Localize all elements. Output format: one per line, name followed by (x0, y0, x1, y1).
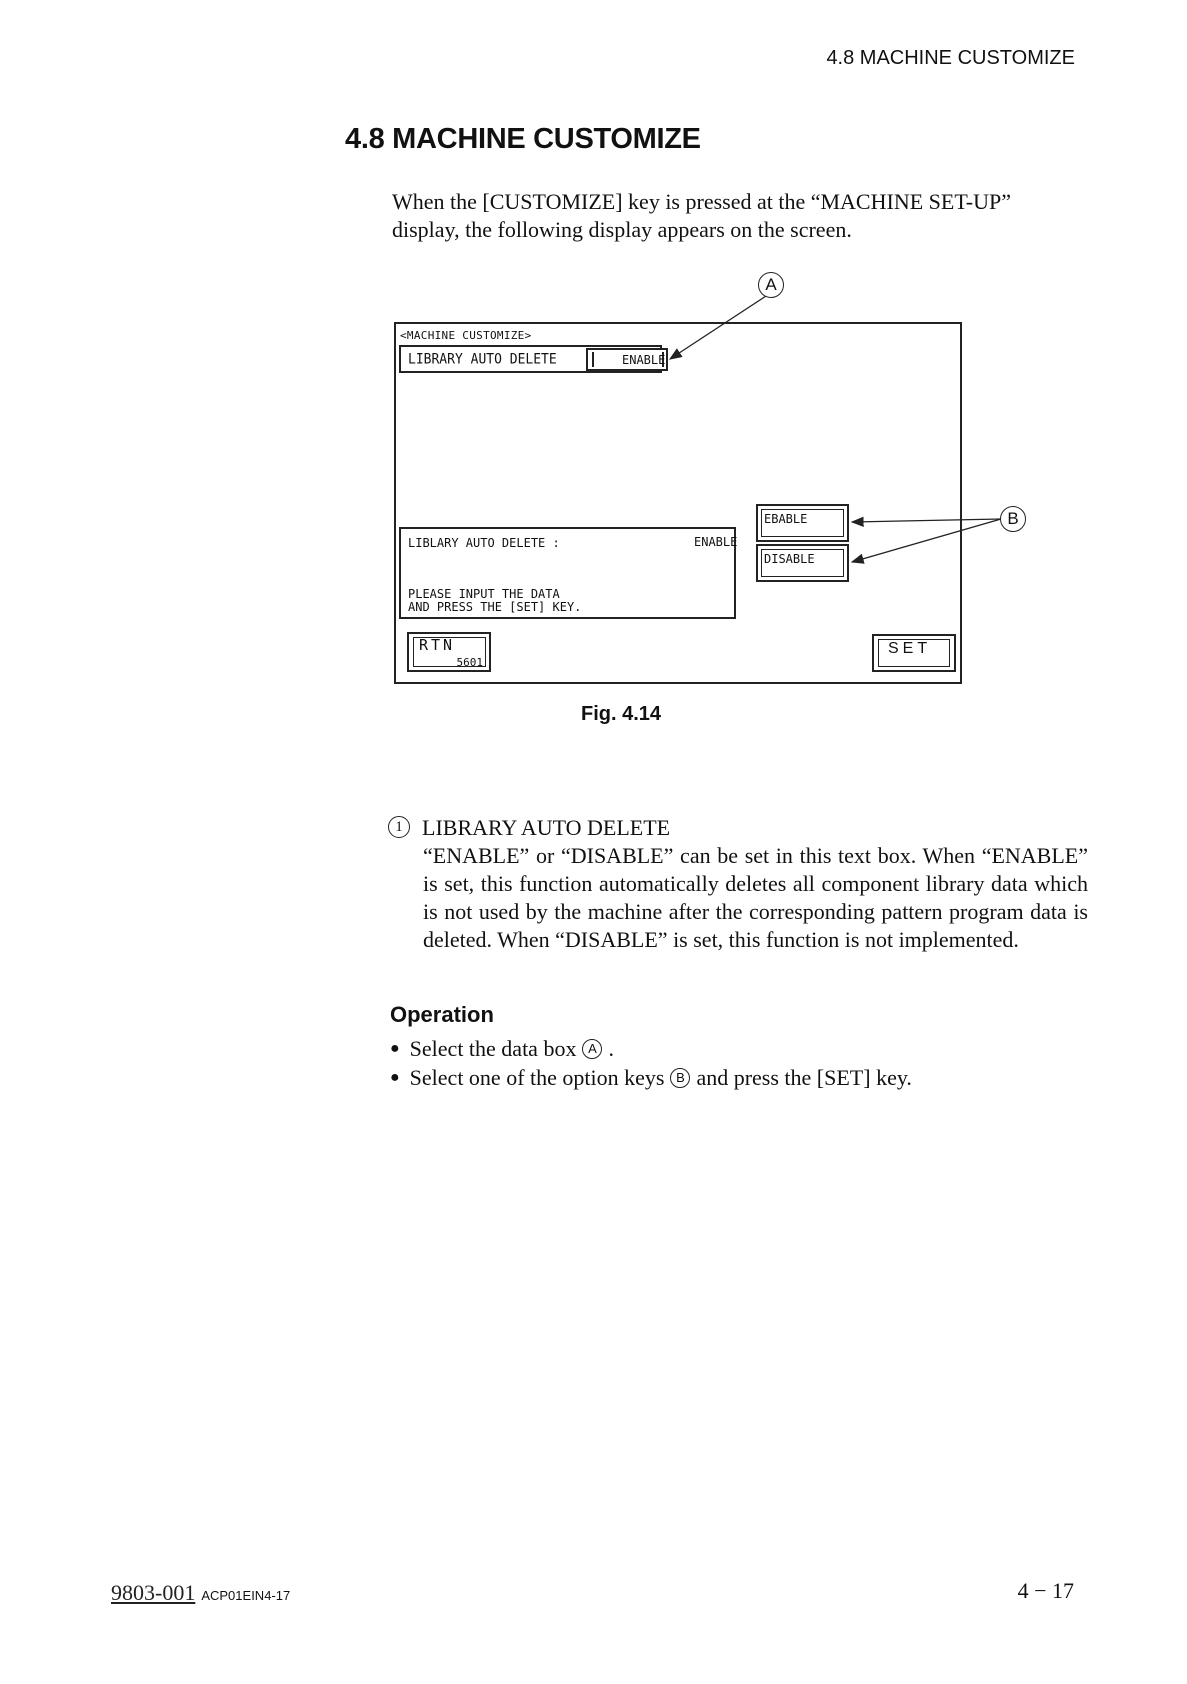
leader-line-a (670, 296, 766, 359)
operation-step (390, 1034, 912, 1063)
figure-machine-customize (380, 272, 1040, 692)
step-1-end: . (608, 1036, 614, 1061)
item-description: “ENABLE” or “DISABLE” can be set in this text box. When “ENABLE” is set, this function automatically deletes all component library data which is not used by the machine after the corresponding pattern program data is deleted. When “DISABLE” is set, this function is not implemented. (423, 843, 1088, 952)
screen-title: <MACHINE CUSTOMIZE> (400, 329, 532, 342)
item-heading: LIBRARY AUTO DELETE (422, 815, 671, 840)
rtn-screen-code: 5601 (456, 656, 483, 669)
leader-line-b-disable (852, 519, 1001, 562)
data-row-label: LIBRARY AUTO DELETE (408, 351, 557, 368)
doc-number: 9803-001 (111, 1580, 196, 1605)
callout-a: A (758, 272, 784, 298)
ref-a: A (582, 1039, 602, 1059)
running-header: 4.8 MACHINE CUSTOMIZE (826, 47, 1075, 69)
operation-steps (390, 1034, 912, 1092)
section-title: 4.8 MACHINE CUSTOMIZE (345, 123, 701, 155)
message-value: ENABLE (694, 535, 738, 549)
operation-step (390, 1063, 912, 1092)
page-number: 4 − 17 (1017, 1578, 1074, 1603)
option-key-enable-label: EBABLE (764, 512, 808, 526)
callout-leader-lines (380, 272, 1040, 692)
intro-paragraph: When the [CUSTOMIZE] key is pressed at the “MACHINE SET-UP” display, the following display appears on the screen. (392, 189, 1011, 242)
message-line-2: AND PRESS THE [SET] KEY. (408, 600, 582, 614)
option-key-disable-label: DISABLE (764, 552, 815, 566)
step-2-end: and press the [SET] key. (696, 1065, 912, 1090)
message-line-1: PLEASE INPUT THE DATA (408, 587, 560, 601)
leader-line-b-enable (852, 519, 1001, 522)
doc-code: ACP01EIN4-17 (201, 1588, 291, 1603)
set-button-label: SET (888, 640, 932, 657)
data-box-value: ENABLE (622, 353, 666, 367)
bullet-icon: ● (390, 1040, 400, 1057)
callout-b: B (1000, 506, 1026, 532)
ref-b: B (670, 1068, 690, 1088)
message-label: LIBLARY AUTO DELETE : (408, 536, 560, 550)
bullet-icon: ● (390, 1069, 400, 1086)
footer-doc-id (111, 1580, 290, 1606)
item-library-auto-delete (388, 814, 1088, 954)
rtn-button-label: RTN (419, 636, 456, 654)
step-2-text: Select one of the option keys (409, 1065, 665, 1090)
step-1-text: Select the data box (409, 1036, 577, 1061)
item-number: 1 (388, 816, 410, 838)
operation-heading: Operation (390, 1002, 494, 1027)
figure-caption: Fig. 4.14 (580, 703, 662, 725)
